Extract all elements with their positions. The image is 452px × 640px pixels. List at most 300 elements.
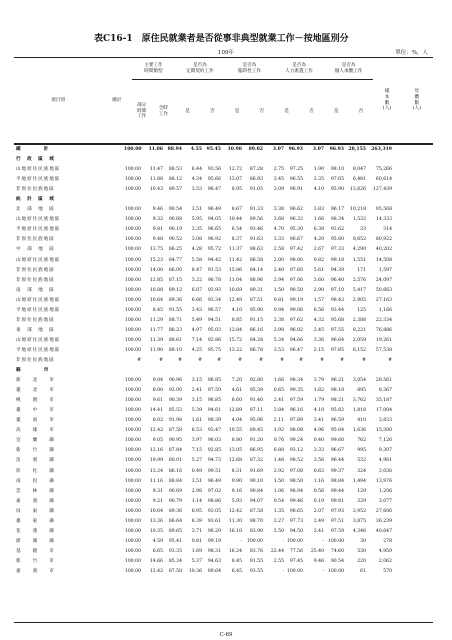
table-cell: 98.84 — [330, 478, 344, 484]
table-cell: # — [299, 357, 303, 363]
table-cell: 4.10 — [313, 187, 324, 193]
table-cell: 4.10 — [231, 307, 242, 313]
table-cell: 83.90 — [249, 528, 263, 534]
table-cell: 95.90 — [330, 187, 344, 193]
table-cell: 36,239 — [375, 518, 392, 524]
table-cell: 10.64 — [149, 297, 163, 303]
table-cell: 95.41 — [168, 538, 182, 544]
table-cell: 86.95 — [249, 448, 263, 454]
table-cell: # — [159, 357, 163, 363]
table-cell: 90.54 — [330, 558, 344, 564]
table-row — [14, 446, 433, 456]
table-cell: 0.19 — [313, 498, 324, 504]
table-cell: 13.05 — [228, 448, 242, 454]
table-cell: 100.00 — [124, 468, 141, 474]
table-cell: 60,614 — [375, 177, 392, 183]
table-cell: 95.96 — [249, 418, 263, 424]
table-cell: 12.42 — [149, 568, 163, 574]
table-cell: 100.00 — [124, 177, 141, 183]
row-label: 非原住民族地區 — [16, 317, 55, 323]
table-cell: 99.46 — [289, 498, 303, 504]
table-row — [14, 256, 433, 266]
table-cell: 4.04 — [231, 418, 242, 424]
table-cell: 77.56 — [289, 548, 303, 554]
table-cell: 1.79 — [313, 398, 324, 404]
table-row — [14, 507, 433, 517]
table-cell: 8.45 — [152, 307, 163, 313]
table-cell: 100.00 — [124, 558, 141, 564]
table-body — [14, 145, 433, 577]
table-cell: 98.86 — [207, 498, 221, 504]
table-cell: 90.19 — [168, 227, 182, 233]
table-cell: 3.07 — [272, 147, 284, 152]
table-cell: 6.38 — [313, 227, 324, 233]
table-cell: 86.16 — [168, 468, 182, 474]
table-cell: 96.78 — [207, 277, 221, 283]
table-cell: 12.85 — [149, 277, 163, 283]
table-row — [14, 185, 433, 195]
table-cell: 13.75 — [149, 247, 163, 253]
header-no: 否 — [299, 80, 324, 144]
table-cell: 11.06 — [148, 147, 163, 152]
header-g5: 是否為 個人承攬工作 — [324, 58, 374, 80]
table-cell: 4.59 — [152, 538, 163, 544]
table-cell: 19.99 — [149, 458, 163, 464]
table-cell: 5.61 — [313, 267, 324, 273]
table-cell: 11.47 — [149, 167, 163, 173]
table-cell: 5.50 — [273, 528, 284, 534]
table-cell: 4,959 — [378, 548, 392, 554]
table-cell: 1.90 — [313, 167, 324, 173]
table-cell: 99.44 — [330, 488, 344, 494]
table-cell: 96.91 — [289, 187, 303, 193]
table-cell: 6.53 — [191, 428, 202, 434]
table-cell: 96.67 — [289, 237, 303, 243]
table-cell: 100.00 — [124, 388, 141, 394]
header-no: 否 — [249, 80, 274, 144]
table-cell: 0.40 — [313, 438, 324, 444]
table-cell: 91.98 — [168, 418, 182, 424]
table-cell: 100.00 — [124, 297, 141, 303]
table-cell: 14.00 — [149, 267, 163, 273]
table-cell: 1.66 — [313, 217, 324, 223]
table-row — [14, 527, 433, 537]
table-cell: 263,319 — [371, 147, 392, 152]
table-cell: 96.93 — [329, 147, 344, 152]
table-cell: 100.00 — [124, 478, 141, 484]
table-cell: 4.34 — [191, 177, 202, 183]
table-cell: 2.00 — [273, 257, 284, 263]
table-cell: 88.71 — [168, 317, 182, 323]
row-label: 非原住民族地區 — [16, 357, 55, 363]
table-cell: 94.61 — [207, 408, 221, 414]
table-cell: 13.07 — [228, 177, 242, 183]
table-cell: 100.00 — [124, 438, 141, 444]
table-cell: 1.61 — [191, 418, 202, 424]
table-cell: 100.00 — [124, 207, 141, 213]
table-cell: 4.96 — [313, 428, 324, 434]
table-cell: 87.11 — [249, 408, 263, 414]
table-cell: 9.31 — [152, 488, 163, 494]
table-cell: 100.00 — [124, 247, 141, 253]
table-cell: 83.76 — [249, 548, 263, 554]
table-cell: 93.47 — [207, 428, 221, 434]
table-cell: 14.66 — [149, 558, 163, 564]
table-cell: 12.42 — [228, 508, 242, 514]
table-cell: 89.31 — [249, 287, 263, 293]
table-cell: 410 — [357, 418, 366, 424]
table-cell: 100.00 — [124, 237, 141, 243]
table-cell: 2.90 — [313, 287, 324, 293]
table-cell: 100.00 — [124, 187, 141, 193]
table-cell: 8.45 — [231, 558, 242, 564]
table-cell: 99.81 — [330, 498, 344, 504]
table-cell: 22,334 — [375, 317, 392, 323]
table-cell: 98.10 — [330, 167, 344, 173]
table-cell: 11.37 — [228, 247, 242, 253]
table-cell: 91.53 — [207, 267, 221, 273]
table-cell: 2.55 — [273, 558, 284, 564]
table-cell: 96.67 — [330, 448, 344, 454]
table-cell: 11.29 — [149, 317, 163, 323]
table-cell: # — [388, 357, 392, 363]
table-cell: 97.06 — [289, 277, 303, 283]
table-cell: 97.45 — [289, 558, 303, 564]
table-cell: 96.49 — [207, 207, 221, 213]
table-cell: 100.00 — [124, 347, 141, 353]
table-cell: 100.00 — [124, 568, 141, 574]
table-cell: 2.40 — [273, 267, 284, 273]
table-cell: 100.00 — [124, 448, 141, 454]
table-cell: 10.35 — [149, 528, 163, 534]
table-cell: 95.90 — [249, 307, 263, 313]
table-cell: 2.41 — [191, 388, 202, 394]
table-cell: 1.14 — [191, 498, 202, 504]
table-cell: 6.66 — [191, 297, 202, 303]
table-cell: 89.57 — [168, 187, 182, 193]
table-cell: 10.98 — [227, 147, 242, 152]
table-cell: 3.08 — [191, 237, 202, 243]
table-cell: 2.27 — [273, 518, 284, 524]
table-cell: 97.55 — [330, 327, 344, 333]
table-cell: 96.47 — [289, 347, 303, 353]
table-cell: 90.96 — [168, 378, 182, 384]
table-cell: 85.53 — [168, 408, 182, 414]
table-cell: 86.78 — [249, 347, 263, 353]
table-cell: 1.16 — [313, 478, 324, 484]
table-cell: 94.63 — [207, 558, 221, 564]
table-cell: 11.04 — [228, 277, 242, 283]
table-cell: 570 — [383, 568, 392, 574]
table-cell: 3.83 — [313, 207, 324, 213]
table-cell: 6.44 — [191, 167, 202, 173]
table-cell: 12.68 — [228, 458, 242, 464]
table-cell: 96.17 — [330, 207, 344, 213]
table-row — [14, 215, 433, 225]
row-label: 澎 湖 縣 — [16, 538, 55, 544]
table-cell: 4.61 — [231, 388, 242, 394]
row-label: 山地原住民族地區 — [16, 337, 61, 343]
table-cell: 98.31 — [207, 548, 221, 554]
table-cell: 8.67 — [231, 207, 242, 213]
table-header — [14, 57, 433, 144]
table-cell: 9.46 — [313, 558, 324, 564]
table-cell: 98.65 — [289, 508, 303, 514]
table-cell: 3.68 — [273, 217, 284, 223]
table-cell: 97.59 — [330, 528, 344, 534]
table-cell: # — [198, 357, 202, 363]
table-cell: 532 — [357, 458, 366, 464]
table-cell: 100.00 — [124, 167, 141, 173]
table-cell: 3.15 — [191, 378, 202, 384]
table-row — [14, 386, 433, 396]
table-cell: 100.00 — [124, 378, 141, 384]
table-cell: 91.55 — [249, 558, 263, 564]
table-cell: 8.02 — [152, 418, 163, 424]
table-cell: 9.46 — [152, 207, 163, 213]
table-cell: 97.65 — [330, 177, 344, 183]
table-cell: 10.55 — [228, 428, 242, 434]
table-cell: 10.36 — [188, 568, 202, 574]
table-cell: 10.43 — [149, 187, 163, 193]
table-cell: 2.67 — [313, 247, 324, 253]
table-cell: 17,004 — [375, 408, 392, 414]
row-label: 屏 東 縣 — [16, 508, 55, 514]
table-cell: 8,367 — [378, 388, 392, 394]
table-cell: 90.39 — [168, 398, 182, 404]
table-row — [14, 316, 433, 326]
table-cell: 13.22 — [228, 347, 242, 353]
table-cell: 92.85 — [207, 448, 221, 454]
table-cell: # — [320, 357, 324, 363]
table-cell: 97.10 — [330, 287, 344, 293]
table-cell: 97.60 — [289, 267, 303, 273]
table-cell: 87.58 — [249, 508, 263, 514]
table-cell: 12.16 — [149, 448, 163, 454]
table-cell: 5.93 — [231, 498, 242, 504]
table-cell: 99.37 — [330, 468, 344, 474]
table-cell: 3.41 — [313, 418, 324, 424]
table-cell: 1.57 — [313, 297, 324, 303]
table-cell: 4,981 — [378, 458, 392, 464]
table-row — [14, 266, 433, 276]
row-label: 嘉 義 縣 — [16, 498, 55, 504]
table-cell: 100.00 — [124, 488, 141, 494]
table-cell: 3.33 — [313, 448, 324, 454]
table-row — [14, 296, 433, 306]
table-cell: 1.69 — [191, 548, 202, 554]
row-label: 嘉 義 市 — [16, 568, 55, 574]
header-g4: 是否為 人力派遣工作 — [274, 58, 324, 80]
table-cell: 90.68 — [168, 217, 182, 223]
table-title: 表C16-1 原住民就業者是否從事非典型就業工作－按地區別分 — [94, 34, 349, 44]
table-cell: 100.00 — [124, 267, 141, 273]
table-cell: 96.64 — [330, 337, 344, 343]
table-cell: 89.12 — [168, 287, 182, 293]
table-cell: 90.69 — [168, 488, 182, 494]
table-cell: 13,976 — [375, 478, 392, 484]
table-cell: 9.81 — [152, 227, 163, 233]
table-cell: 91.05 — [249, 187, 263, 193]
table-cell: 11.77 — [149, 327, 163, 333]
table-cell: 97.02 — [207, 488, 221, 494]
row-label: 統 計 區 域 — [16, 197, 55, 203]
table-cell: # — [340, 357, 344, 363]
table-cell: 89.36 — [168, 508, 182, 514]
table-cell: 100.00 — [124, 428, 141, 434]
table-cell: 96.62 — [289, 207, 303, 213]
table-cell: 6.95 — [191, 508, 202, 514]
table-cell: 1.66 — [273, 378, 284, 384]
table-cell: 10.88 — [149, 287, 163, 293]
table-cell: 9.05 — [152, 438, 163, 444]
table-cell: 100.00 — [124, 548, 141, 554]
table-cell: 12.72 — [228, 167, 242, 173]
row-label: 平地原住民族地區 — [16, 227, 61, 233]
table-cell: 95.75 — [207, 347, 221, 353]
row-label: 行 政 區 域 — [16, 157, 55, 163]
table-cell: 2.75 — [273, 167, 284, 173]
table-cell: 9.04 — [152, 378, 163, 384]
table-cell: 94.51 — [207, 317, 221, 323]
row-label: 臺 南 市 — [16, 418, 55, 424]
table-cell: 314 — [383, 227, 392, 233]
table-cell: 100.00 — [124, 257, 141, 263]
table-cell: 15.23 — [149, 257, 163, 263]
header-yes: 是 — [225, 80, 250, 144]
table-cell: 8.85 — [231, 317, 242, 323]
table-row — [14, 547, 433, 557]
table-cell: 8,047 — [352, 167, 366, 173]
table-cell: 10.44 — [228, 217, 242, 223]
table-cell: 87.32 — [249, 458, 263, 464]
table-cell: 30 — [360, 538, 366, 544]
row-label: 平地原住民族地區 — [16, 177, 61, 183]
table-cell: 90.84 — [249, 488, 263, 494]
table-cell: 99.51 — [207, 468, 221, 474]
table-cell: 97.93 — [330, 508, 344, 514]
table-cell: 100.00 — [124, 217, 141, 223]
table-cell: 99.24 — [289, 438, 303, 444]
table-cell: 96.29 — [207, 528, 221, 534]
table-row — [14, 426, 433, 436]
table-cell: 9.61 — [152, 398, 163, 404]
table-cell: 2.41 — [313, 528, 324, 534]
table-cell: 1.50 — [273, 287, 284, 293]
table-cell: - — [322, 568, 324, 574]
table-row — [14, 366, 433, 376]
table-row — [14, 225, 433, 235]
row-label: 平地原住民族地區 — [16, 307, 61, 313]
table-cell: 4.32 — [313, 317, 324, 323]
table-cell: 10.64 — [149, 508, 163, 514]
row-label: 新 北 市 — [16, 378, 55, 384]
table-cell: 3.33 — [273, 237, 284, 243]
table-cell: 85.34 — [168, 558, 182, 564]
table-cell: 8.00 — [152, 388, 163, 394]
table-row — [14, 175, 433, 185]
table-cell: 9.48 — [152, 237, 163, 243]
table-cell: 87.28 — [249, 167, 263, 173]
table-cell: 3.60 — [313, 277, 324, 283]
table-cell: 99.19 — [207, 538, 221, 544]
table-cell: 91.40 — [249, 398, 263, 404]
table-cell: 99.19 — [289, 297, 303, 303]
table-cell: 6.39 — [191, 518, 202, 524]
table-cell: 93.56 — [207, 167, 221, 173]
table-cell: 3.35 — [191, 227, 202, 233]
table-cell: 4.18 — [313, 408, 324, 414]
table-cell: 1,494 — [352, 478, 366, 484]
table-cell: 96.03 — [207, 438, 221, 444]
row-label: 非原住民族地區 — [16, 277, 55, 283]
table-cell: 2,388 — [352, 317, 366, 323]
row-label: 中 部 地 區 — [16, 247, 55, 253]
table-cell: 96.92 — [207, 237, 221, 243]
row-label: 桃 園 市 — [16, 398, 55, 404]
table-cell: 0.49 — [191, 468, 202, 474]
table-cell: 93.62 — [330, 227, 344, 233]
table-row — [14, 477, 433, 487]
rule-bottom — [14, 622, 433, 623]
table-cell: 94.39 — [330, 267, 344, 273]
table-cell: 4.70 — [273, 227, 284, 233]
table-cell: 5.37 — [191, 558, 202, 564]
table-cell: 80,922 — [375, 237, 392, 243]
table-cell: 96.40 — [330, 277, 344, 283]
table-cell: 27,163 — [375, 297, 392, 303]
header-yes: 是 — [175, 80, 200, 144]
table-cell: 98.52 — [289, 458, 303, 464]
table-cell: 89.64 — [207, 568, 221, 574]
table-cell: 3,833 — [378, 418, 392, 424]
row-label: 新 竹 縣 — [16, 448, 55, 454]
table-cell: 0.81 — [273, 297, 284, 303]
header-pop: 母 體 數 (人) — [401, 58, 433, 144]
table-cell: 8.80 — [231, 438, 242, 444]
row-label: 北 部 地 區 — [16, 207, 55, 213]
table-cell: 94.50 — [289, 528, 303, 534]
table-row — [14, 346, 433, 356]
table-cell: 2.92 — [273, 468, 284, 474]
row-label: 山地原住民族地區 — [16, 217, 61, 223]
table-cell: 84.14 — [249, 267, 263, 273]
table-row — [14, 326, 433, 336]
table-cell: 96.55 — [289, 177, 303, 183]
year-label: 109年 — [218, 50, 234, 56]
row-label: 基 隆 市 — [16, 548, 55, 554]
table-cell: 11.90 — [149, 347, 163, 353]
table-cell: 87.58 — [168, 568, 182, 574]
table-cell: 0.94 — [273, 307, 284, 313]
row-label: 非原住民族地區 — [16, 187, 55, 193]
table-cell: 87.15 — [168, 277, 182, 283]
table-cell: 96.93 — [288, 147, 303, 152]
table-cell: 97.89 — [289, 418, 303, 424]
table-cell: 3.56 — [313, 458, 324, 464]
table-cell: 11.42 — [228, 257, 242, 263]
table-cell: 0.54 — [273, 498, 284, 504]
table-cell: # — [362, 357, 366, 363]
table-cell: 1.50 — [273, 478, 284, 484]
row-label: 東 部 地 區 — [16, 327, 55, 333]
table-cell: 2,059 — [352, 337, 366, 343]
table-cell: 1,206 — [378, 488, 392, 494]
table-cell: 89.56 — [249, 217, 263, 223]
table-cell: 11.88 — [149, 177, 163, 183]
table-cell: 9,307 — [378, 448, 392, 454]
table-cell: 2.35 — [313, 177, 324, 183]
